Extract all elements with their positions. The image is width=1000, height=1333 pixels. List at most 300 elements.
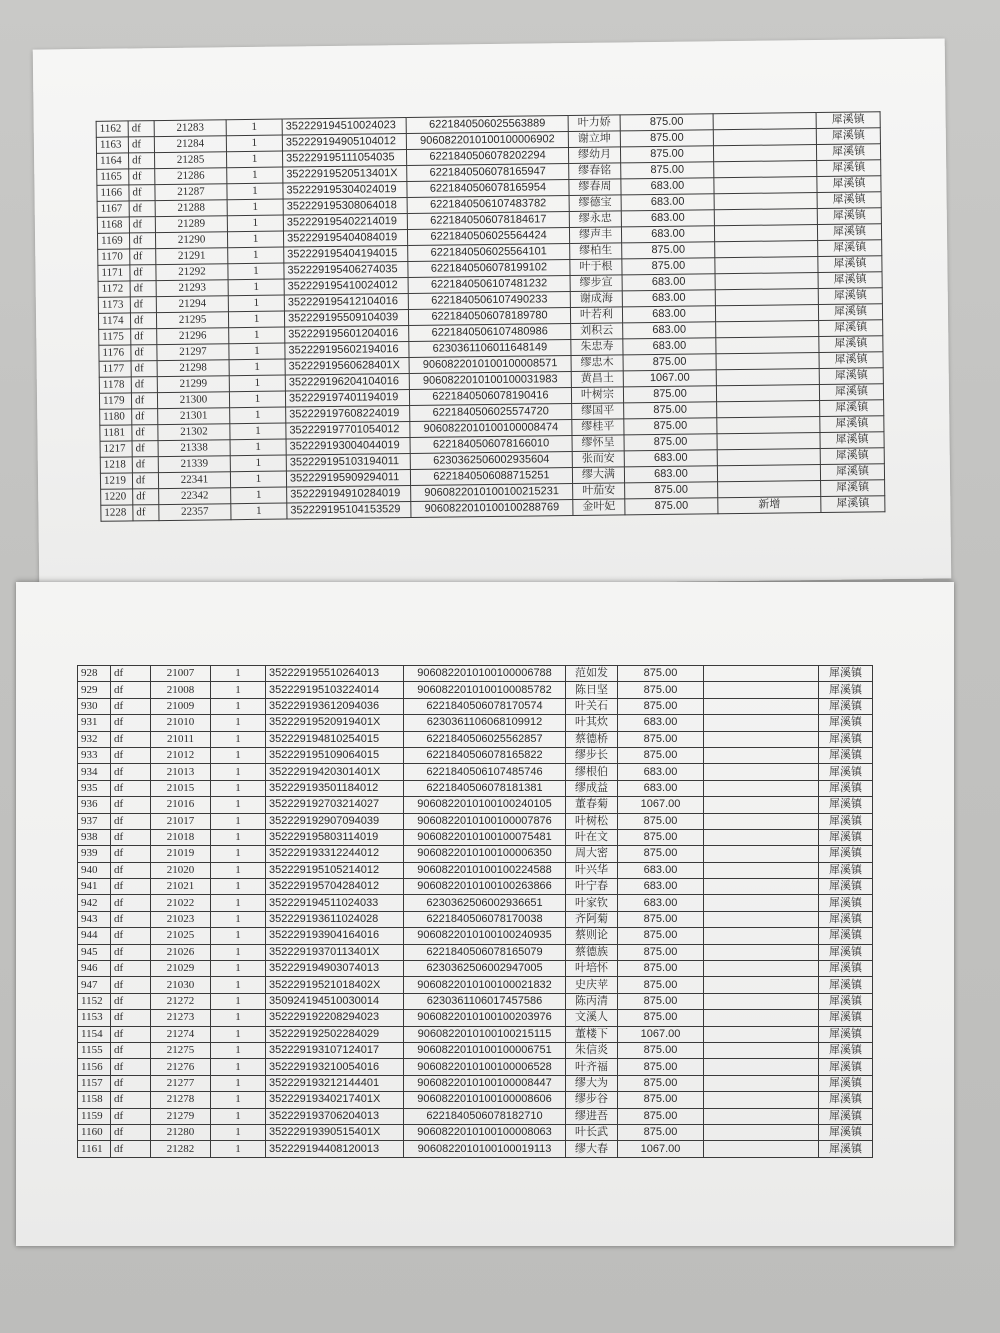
cell-code: 21021 bbox=[151, 879, 211, 895]
cell-code: 21292 bbox=[156, 264, 228, 281]
cell-count: 1 bbox=[211, 1141, 266, 1157]
table-row bbox=[78, 715, 873, 731]
cell-id-number: 352229195509104039 bbox=[284, 310, 408, 328]
cell-code: 21289 bbox=[155, 216, 227, 233]
cell-type: df bbox=[128, 121, 154, 137]
cell-amount: 875.00 bbox=[618, 666, 704, 682]
cell-serial-number: 936 bbox=[78, 797, 111, 813]
cell-name: 缪国平 bbox=[572, 403, 624, 420]
cell-name: 朱信炎 bbox=[566, 1042, 618, 1058]
cell-note bbox=[704, 682, 819, 698]
table-row bbox=[78, 862, 873, 878]
cell-amount: 1067.00 bbox=[623, 370, 716, 387]
cell-town: 犀溪镇 bbox=[817, 192, 881, 209]
cell-bank-account: 9060822010100100288769 bbox=[411, 500, 573, 518]
cell-count: 1 bbox=[211, 813, 266, 829]
cell-code: 21294 bbox=[156, 296, 228, 313]
cell-amount: 875.00 bbox=[618, 1108, 704, 1124]
paper-sheet-top bbox=[33, 38, 952, 589]
cell-bank-account: 9060822010100100008474 bbox=[410, 420, 572, 438]
cell-id-number: 35222919390515401X bbox=[266, 1124, 404, 1140]
cell-serial-number: 1171 bbox=[98, 265, 130, 281]
cell-note bbox=[717, 449, 820, 466]
table-row bbox=[78, 895, 873, 911]
cell-type: df bbox=[111, 928, 151, 944]
cell-code: 22342 bbox=[159, 488, 231, 505]
cell-count: 1 bbox=[211, 911, 266, 927]
cell-serial-number: 946 bbox=[78, 961, 111, 977]
cell-name: 叶力娇 bbox=[568, 115, 620, 132]
cell-type: df bbox=[132, 457, 158, 473]
cell-type: df bbox=[111, 1141, 151, 1157]
cell-type: df bbox=[133, 505, 159, 521]
cell-id-number: 352229195404084019 bbox=[283, 230, 407, 248]
cell-type: df bbox=[111, 780, 151, 796]
cell-amount: 1067.00 bbox=[618, 1141, 704, 1157]
cell-bank-account: 9060822010100100240935 bbox=[404, 928, 566, 944]
cell-code: 21276 bbox=[151, 1059, 211, 1075]
cell-name: 陈丙清 bbox=[566, 993, 618, 1009]
cell-town: 犀溪镇 bbox=[819, 384, 883, 401]
cell-name: 叶宁春 bbox=[566, 879, 618, 895]
cell-count: 1 bbox=[211, 1059, 266, 1075]
cell-name: 蔡则论 bbox=[566, 928, 618, 944]
cell-amount: 875.00 bbox=[624, 402, 717, 419]
cell-code: 21011 bbox=[151, 731, 211, 747]
cell-name: 叶关石 bbox=[566, 698, 618, 714]
table-row bbox=[78, 846, 873, 862]
cell-note bbox=[704, 846, 819, 862]
cell-bank-account: 6221840506078190416 bbox=[409, 388, 571, 406]
cell-code: 21015 bbox=[151, 780, 211, 796]
cell-code: 21299 bbox=[157, 376, 229, 393]
cell-code: 21293 bbox=[156, 280, 228, 297]
cell-amount: 875.00 bbox=[622, 258, 715, 275]
cell-note bbox=[716, 337, 819, 354]
cell-note bbox=[704, 862, 819, 878]
cell-serial-number: 933 bbox=[78, 747, 111, 763]
cell-name: 缪桂平 bbox=[572, 419, 624, 436]
cell-note bbox=[704, 879, 819, 895]
cell-amount: 875.00 bbox=[618, 911, 704, 927]
cell-town: 犀溪镇 bbox=[819, 862, 873, 878]
cell-bank-account: 9060822010100100019113 bbox=[404, 1141, 566, 1157]
cell-id-number: 352229195412104016 bbox=[284, 294, 408, 312]
cell-town: 犀溪镇 bbox=[819, 1010, 873, 1026]
table-row bbox=[78, 1092, 873, 1108]
cell-bank-account: 9060822010100100263866 bbox=[404, 879, 566, 895]
cell-bank-account: 9060822010100100008447 bbox=[404, 1075, 566, 1091]
cell-note bbox=[704, 797, 819, 813]
cell-id-number: 35222919520919401X bbox=[266, 715, 404, 731]
cell-note bbox=[717, 464, 820, 481]
cell-type: df bbox=[111, 862, 151, 878]
cell-type: df bbox=[111, 829, 151, 845]
cell-type: df bbox=[111, 879, 151, 895]
cell-code: 21279 bbox=[151, 1108, 211, 1124]
cell-note bbox=[704, 1010, 819, 1026]
cell-id-number: 352229194905104012 bbox=[282, 134, 406, 152]
cell-note bbox=[713, 145, 816, 162]
cell-note bbox=[715, 241, 818, 258]
cell-bank-account: 9060822010100100006751 bbox=[404, 1042, 566, 1058]
cell-count: 1 bbox=[211, 747, 266, 763]
cell-count: 1 bbox=[227, 231, 283, 248]
cell-type: df bbox=[129, 169, 155, 185]
cell-town: 犀溪镇 bbox=[819, 928, 873, 944]
cell-name: 董春菊 bbox=[566, 797, 618, 813]
cell-serial-number: 1170 bbox=[98, 249, 130, 265]
cell-amount: 1067.00 bbox=[618, 1026, 704, 1042]
cell-id-number: 35222919520513401X bbox=[283, 166, 407, 184]
cell-count: 1 bbox=[211, 1026, 266, 1042]
cell-name: 叶茄安 bbox=[573, 483, 625, 500]
cell-count: 1 bbox=[229, 359, 285, 376]
cell-serial-number: 1161 bbox=[78, 1141, 111, 1157]
cell-id-number: 352229197701054012 bbox=[286, 422, 410, 440]
cell-type: df bbox=[111, 1092, 151, 1108]
cell-note bbox=[704, 1075, 819, 1091]
cell-code: 21013 bbox=[151, 764, 211, 780]
cell-id-number: 350924194510030014 bbox=[266, 993, 404, 1009]
cell-count: 1 bbox=[211, 879, 266, 895]
cell-town: 犀溪镇 bbox=[819, 698, 873, 714]
cell-bank-account: 9060822010100100031983 bbox=[409, 372, 571, 390]
cell-amount: 875.00 bbox=[625, 482, 718, 499]
cell-id-number: 35222919521018402X bbox=[266, 977, 404, 993]
cell-note bbox=[717, 433, 820, 450]
cell-town: 犀溪镇 bbox=[819, 1124, 873, 1140]
cell-id-number: 352229195404194015 bbox=[284, 246, 408, 264]
cell-id-number: 352229194511024033 bbox=[266, 895, 404, 911]
cell-count: 1 bbox=[211, 715, 266, 731]
cell-bank-account: 9060822010100100008606 bbox=[404, 1092, 566, 1108]
cell-note bbox=[714, 193, 817, 210]
cell-note bbox=[704, 731, 819, 747]
cell-bank-account: 6221840506078182710 bbox=[404, 1108, 566, 1124]
cell-amount: 875.00 bbox=[623, 354, 716, 371]
table-row bbox=[78, 993, 873, 1009]
cell-code: 21339 bbox=[158, 456, 230, 473]
cell-note bbox=[704, 1141, 819, 1157]
cell-bank-account: 6221840506078165079 bbox=[404, 944, 566, 960]
cell-count: 1 bbox=[226, 119, 282, 136]
cell-note bbox=[717, 401, 820, 418]
cell-id-number: 352229195103224014 bbox=[266, 682, 404, 698]
cell-bank-account: 6221840506025564101 bbox=[408, 244, 570, 262]
cell-note bbox=[704, 780, 819, 796]
cell-town: 犀溪镇 bbox=[819, 336, 883, 353]
cell-town: 犀溪镇 bbox=[818, 304, 882, 321]
cell-amount: 683.00 bbox=[621, 226, 714, 243]
cell-serial-number: 945 bbox=[78, 944, 111, 960]
table-row bbox=[78, 682, 873, 698]
cell-code: 21278 bbox=[151, 1092, 211, 1108]
cell-amount: 683.00 bbox=[618, 780, 704, 796]
cell-serial-number: 932 bbox=[78, 731, 111, 747]
cell-type: df bbox=[133, 489, 159, 505]
cell-note bbox=[704, 977, 819, 993]
cell-id-number: 352229195803114019 bbox=[266, 829, 404, 845]
cell-code: 21272 bbox=[151, 993, 211, 1009]
cell-town: 犀溪镇 bbox=[819, 1026, 873, 1042]
cell-bank-account: 6230361106011648149 bbox=[409, 340, 571, 358]
cell-name: 缪大满 bbox=[572, 467, 624, 484]
cell-id-number: 352229194810254015 bbox=[266, 731, 404, 747]
cell-note bbox=[704, 1108, 819, 1124]
cell-type: df bbox=[111, 1042, 151, 1058]
cell-town: 犀溪镇 bbox=[819, 715, 873, 731]
cell-town: 犀溪镇 bbox=[820, 416, 884, 433]
cell-note bbox=[716, 385, 819, 402]
cell-town: 犀溪镇 bbox=[820, 400, 884, 417]
cell-bank-account: 6221840506107481232 bbox=[408, 276, 570, 294]
cell-serial-number: 939 bbox=[78, 846, 111, 862]
cell-count: 1 bbox=[230, 439, 286, 456]
cell-code: 21020 bbox=[151, 862, 211, 878]
cell-code: 22341 bbox=[158, 472, 230, 489]
cell-town: 犀溪镇 bbox=[819, 352, 883, 369]
cell-amount: 875.00 bbox=[618, 813, 704, 829]
cell-code: 21019 bbox=[151, 846, 211, 862]
table-row bbox=[78, 829, 873, 845]
cell-type: df bbox=[131, 393, 157, 409]
cell-type: df bbox=[111, 813, 151, 829]
cell-code: 21284 bbox=[154, 136, 226, 153]
table-row bbox=[78, 1026, 873, 1042]
cell-bank-account: 6221840506025562857 bbox=[404, 731, 566, 747]
cell-amount: 683.00 bbox=[618, 879, 704, 895]
cell-serial-number: 1219 bbox=[100, 473, 132, 489]
cell-bank-account: 6221840506078166010 bbox=[410, 436, 572, 454]
cell-count: 1 bbox=[211, 977, 266, 993]
cell-id-number: 352229196204104016 bbox=[285, 374, 409, 392]
cell-type: df bbox=[111, 1026, 151, 1042]
cell-bank-account: 6221840506078202294 bbox=[406, 148, 568, 166]
cell-count: 1 bbox=[229, 327, 285, 344]
cell-amount: 875.00 bbox=[618, 1010, 704, 1026]
cell-count: 1 bbox=[226, 151, 282, 168]
cell-serial-number: 941 bbox=[78, 879, 111, 895]
cell-amount: 875.00 bbox=[618, 944, 704, 960]
cell-note bbox=[704, 747, 819, 763]
cell-id-number: 352229194408120013 bbox=[266, 1141, 404, 1157]
cell-town: 犀溪镇 bbox=[819, 977, 873, 993]
cell-bank-account: 9060822010100100006350 bbox=[404, 846, 566, 862]
cell-note bbox=[704, 993, 819, 1009]
cell-note bbox=[704, 764, 819, 780]
cell-amount: 683.00 bbox=[618, 764, 704, 780]
cell-serial-number: 934 bbox=[78, 764, 111, 780]
payment-table-top bbox=[96, 111, 886, 522]
cell-code: 21012 bbox=[151, 747, 211, 763]
table-row bbox=[78, 731, 873, 747]
cell-type: df bbox=[132, 441, 158, 457]
cell-town: 犀溪镇 bbox=[818, 256, 882, 273]
cell-amount: 875.00 bbox=[618, 682, 704, 698]
cell-serial-number: 1178 bbox=[99, 377, 131, 393]
cell-name: 叶树松 bbox=[566, 813, 618, 829]
cell-amount: 875.00 bbox=[618, 1124, 704, 1140]
cell-code: 21290 bbox=[155, 232, 227, 249]
cell-amount: 875.00 bbox=[623, 386, 716, 403]
cell-town: 犀溪镇 bbox=[819, 944, 873, 960]
cell-bank-account: 6221840506078170574 bbox=[404, 698, 566, 714]
cell-code: 21282 bbox=[151, 1141, 211, 1157]
cell-amount: 683.00 bbox=[623, 322, 716, 339]
cell-count: 1 bbox=[211, 961, 266, 977]
cell-type: df bbox=[132, 425, 158, 441]
cell-note bbox=[704, 715, 819, 731]
table-row bbox=[78, 1059, 873, 1075]
cell-serial-number: 1159 bbox=[78, 1108, 111, 1124]
cell-bank-account: 9060822010100100215231 bbox=[411, 484, 573, 502]
cell-name: 缪忠木 bbox=[571, 355, 623, 372]
cell-town: 犀溪镇 bbox=[816, 112, 880, 129]
cell-note bbox=[715, 305, 818, 322]
cell-code: 21029 bbox=[151, 961, 211, 977]
cell-amount: 875.00 bbox=[624, 418, 717, 435]
cell-type: df bbox=[130, 249, 156, 265]
cell-count: 1 bbox=[211, 944, 266, 960]
cell-id-number: 352229194910284019 bbox=[287, 486, 411, 504]
cell-amount: 875.00 bbox=[624, 434, 717, 451]
cell-serial-number: 1166 bbox=[97, 185, 129, 201]
cell-bank-account: 9060822010100100215115 bbox=[404, 1026, 566, 1042]
cell-code: 21300 bbox=[157, 392, 229, 409]
cell-town: 犀溪镇 bbox=[818, 240, 882, 257]
cell-count: 1 bbox=[228, 311, 284, 328]
cell-bank-account: 6221840506078165954 bbox=[407, 180, 569, 198]
cell-town: 犀溪镇 bbox=[819, 666, 873, 682]
cell-name: 缪春周 bbox=[569, 179, 621, 196]
table-row bbox=[78, 1141, 873, 1157]
cell-bank-account: 6230361106017457586 bbox=[404, 993, 566, 1009]
cell-id-number: 352229193312244012 bbox=[266, 846, 404, 862]
cell-name: 缪声丰 bbox=[569, 227, 621, 244]
cell-amount: 683.00 bbox=[622, 290, 715, 307]
cell-note bbox=[716, 321, 819, 338]
cell-name: 缪大春 bbox=[566, 1141, 618, 1157]
cell-serial-number: 1165 bbox=[97, 169, 129, 185]
cell-type: df bbox=[111, 1010, 151, 1026]
cell-count: 1 bbox=[229, 375, 285, 392]
cell-count: 1 bbox=[211, 895, 266, 911]
cell-town: 犀溪镇 bbox=[819, 747, 873, 763]
cell-type: df bbox=[111, 977, 151, 993]
cell-note bbox=[704, 1026, 819, 1042]
cell-code: 21023 bbox=[151, 911, 211, 927]
cell-note bbox=[715, 257, 818, 274]
cell-name: 缪大为 bbox=[566, 1075, 618, 1091]
cell-town: 犀溪镇 bbox=[819, 764, 873, 780]
cell-bank-account: 9060822010100100075481 bbox=[404, 829, 566, 845]
cell-town: 犀溪镇 bbox=[819, 731, 873, 747]
cell-id-number: 35222919420301401X bbox=[266, 764, 404, 780]
cell-town: 犀溪镇 bbox=[819, 797, 873, 813]
cell-note bbox=[714, 225, 817, 242]
table-row bbox=[78, 666, 873, 682]
cell-bank-account: 9060822010100100085782 bbox=[404, 682, 566, 698]
cell-code: 21273 bbox=[151, 1010, 211, 1026]
cell-code: 21016 bbox=[151, 797, 211, 813]
cell-serial-number: 930 bbox=[78, 698, 111, 714]
cell-type: df bbox=[129, 233, 155, 249]
cell-amount: 875.00 bbox=[618, 977, 704, 993]
cell-amount: 875.00 bbox=[618, 993, 704, 1009]
cell-serial-number: 1153 bbox=[78, 1010, 111, 1026]
cell-count: 1 bbox=[211, 862, 266, 878]
cell-id-number: 352229195308064018 bbox=[283, 198, 407, 216]
cell-town: 犀溪镇 bbox=[819, 780, 873, 796]
cell-id-number: 352229192907094039 bbox=[266, 813, 404, 829]
cell-type: df bbox=[111, 1075, 151, 1091]
cell-type: df bbox=[131, 361, 157, 377]
cell-bank-account: 9060822010100100006788 bbox=[404, 666, 566, 682]
cell-town: 犀溪镇 bbox=[817, 176, 881, 193]
cell-serial-number: 1175 bbox=[99, 329, 131, 345]
cell-name: 董楼下 bbox=[566, 1026, 618, 1042]
cell-town: 犀溪镇 bbox=[819, 911, 873, 927]
cell-type: df bbox=[129, 153, 155, 169]
cell-count: 1 bbox=[231, 503, 287, 520]
cell-bank-account: 9060822010100100007876 bbox=[404, 813, 566, 829]
cell-amount: 875.00 bbox=[618, 846, 704, 862]
cell-name: 叶于根 bbox=[570, 259, 622, 276]
cell-count: 1 bbox=[230, 471, 286, 488]
cell-amount: 875.00 bbox=[618, 747, 704, 763]
cell-serial-number: 947 bbox=[78, 977, 111, 993]
cell-type: df bbox=[111, 1108, 151, 1124]
cell-serial-number: 928 bbox=[78, 666, 111, 682]
cell-serial-number: 1158 bbox=[78, 1092, 111, 1108]
cell-name: 缪柏生 bbox=[570, 243, 622, 260]
cell-id-number: 352229195104153529 bbox=[287, 502, 411, 520]
cell-type: df bbox=[111, 961, 151, 977]
cell-town: 犀溪镇 bbox=[820, 448, 884, 465]
cell-count: 1 bbox=[231, 487, 287, 504]
cell-name: 刘积云 bbox=[571, 323, 623, 340]
table-row bbox=[78, 911, 873, 927]
cell-id-number: 35222919560628401X bbox=[285, 358, 409, 376]
cell-amount: 683.00 bbox=[618, 862, 704, 878]
cell-count: 1 bbox=[211, 1108, 266, 1124]
table-row bbox=[78, 928, 873, 944]
cell-town: 犀溪镇 bbox=[819, 682, 873, 698]
cell-town: 犀溪镇 bbox=[820, 464, 884, 481]
table-row bbox=[78, 813, 873, 829]
cell-amount: 683.00 bbox=[622, 274, 715, 291]
cell-id-number: 352229195601204016 bbox=[285, 326, 409, 344]
cell-note bbox=[704, 829, 819, 845]
cell-name: 蔡德桥 bbox=[566, 731, 618, 747]
cell-name: 张而安 bbox=[572, 451, 624, 468]
cell-town: 犀溪镇 bbox=[817, 224, 881, 241]
cell-name: 缪怀呈 bbox=[572, 435, 624, 452]
cell-town: 犀溪镇 bbox=[819, 1108, 873, 1124]
cell-serial-number: 1179 bbox=[99, 393, 131, 409]
cell-amount: 875.00 bbox=[618, 928, 704, 944]
cell-count: 1 bbox=[229, 343, 285, 360]
table-row bbox=[78, 698, 873, 714]
cell-bank-account: 9060822010100100203976 bbox=[404, 1010, 566, 1026]
cell-code: 21022 bbox=[151, 895, 211, 911]
cell-name: 缪幼月 bbox=[568, 147, 620, 164]
cell-name: 叶若利 bbox=[570, 307, 622, 324]
cell-amount: 875.00 bbox=[622, 242, 715, 259]
cell-id-number: 352229195105214012 bbox=[266, 862, 404, 878]
cell-id-number: 352229195602194016 bbox=[285, 342, 409, 360]
